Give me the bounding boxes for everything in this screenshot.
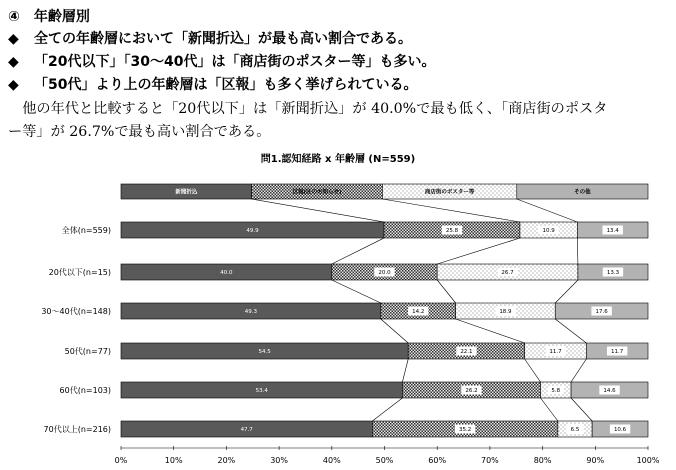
legend-label: 商店街のポスター等 (424, 189, 475, 196)
diamond-bullet-icon: ◆ (8, 77, 19, 93)
series-connector-line (571, 398, 592, 421)
data-label: 10.9 (542, 228, 555, 234)
data-label: 5.8 (551, 388, 561, 394)
x-tick-label: 10% (164, 456, 183, 465)
series-connector-line (437, 280, 455, 303)
bullet-text: 全ての年齢層において「新聞折込」が最も高い割合である。 (34, 31, 412, 47)
data-label: 49.9 (246, 228, 259, 234)
series-connector-line (555, 280, 578, 303)
data-label: 49.3 (244, 309, 258, 315)
series-connector-line (555, 319, 586, 343)
x-tick-label: 70% (481, 456, 499, 465)
bullet-text: 「50代」より上の年齢層は「区報」も多く挙げられている。 (34, 77, 418, 93)
data-label: 40.0 (220, 270, 233, 276)
x-tick-label: 100% (636, 456, 660, 465)
series-connector-line (332, 280, 381, 303)
x-tick-label: 50% (375, 456, 394, 465)
x-tick-label: 40% (322, 456, 341, 465)
data-label: 53.4 (255, 388, 268, 394)
series-connector-line (252, 199, 384, 222)
data-label: 26.2 (465, 388, 478, 394)
category-label: 30～40代(n=148) (41, 307, 111, 316)
legend-label: 区報(区のお知らせ) (292, 189, 342, 196)
paragraph-line: 他の年代と比較すると「20代以下」は「新聞折込」が 40.0%で最も低く、「商店街のポスタ (8, 101, 608, 117)
series-connector-line (540, 398, 557, 421)
x-tick-label: 80% (533, 456, 552, 465)
data-label: 17.6 (595, 309, 608, 315)
series-connector-line (577, 238, 578, 264)
series-connector-line (437, 238, 520, 264)
series-connector-line (381, 319, 408, 343)
category-label: 50代(n=77) (64, 347, 111, 356)
data-label: 54.5 (258, 349, 271, 355)
data-label: 11.7 (611, 349, 624, 355)
data-label: 47.7 (240, 427, 253, 433)
diamond-bullet-icon: ◆ (8, 31, 19, 47)
series-connector-line (382, 199, 520, 222)
paragraph-line: ー等」が 26.7%で最も高い割合である。 (8, 124, 271, 140)
data-label: 13.3 (606, 270, 620, 276)
series-connector-line (571, 359, 586, 382)
data-label: 14.2 (412, 309, 425, 315)
series-connector-line (517, 199, 578, 222)
category-label: 70代以上(n=216) (43, 425, 111, 434)
x-tick-label: 60% (428, 456, 447, 465)
x-tick-label: 30% (270, 456, 288, 465)
data-label: 25.8 (445, 228, 459, 234)
legend-label: その他 (574, 189, 591, 196)
series-connector-line (332, 238, 384, 264)
section-title: ④ 年齢層別 (8, 9, 90, 25)
category-label: 20代以下(n=15) (48, 268, 111, 277)
data-label: 35.2 (459, 427, 472, 433)
series-connector-line (372, 398, 402, 421)
data-label: 11.7 (549, 349, 562, 355)
category-label: 60代(n=103) (59, 386, 111, 395)
legend-label: 新聞折込 (175, 189, 198, 196)
category-label: 全体(n=559) (61, 226, 111, 235)
x-tick-label: 0% (114, 456, 128, 465)
data-label: 20.0 (378, 270, 391, 276)
series-connector-line (456, 319, 525, 343)
data-label: 14.6 (603, 388, 616, 394)
chart-title: 問1.認知経路 x 年齢層 (N=559) (260, 154, 416, 165)
x-tick-label: 90% (586, 456, 605, 465)
data-label: 26.7 (501, 270, 514, 276)
data-label: 10.6 (613, 427, 627, 433)
diamond-bullet-icon: ◆ (8, 54, 19, 70)
data-label: 13.4 (606, 228, 619, 234)
bullet-text: 「20代以下」「30～40代」は「商店街のポスター等」も多い。 (34, 54, 436, 70)
data-label: 22.1 (460, 349, 473, 355)
x-tick-label: 20% (217, 456, 236, 465)
series-connector-line (402, 359, 408, 382)
series-connector-line (525, 359, 541, 382)
data-label: 6.5 (570, 427, 580, 433)
data-label: 18.9 (499, 309, 512, 315)
